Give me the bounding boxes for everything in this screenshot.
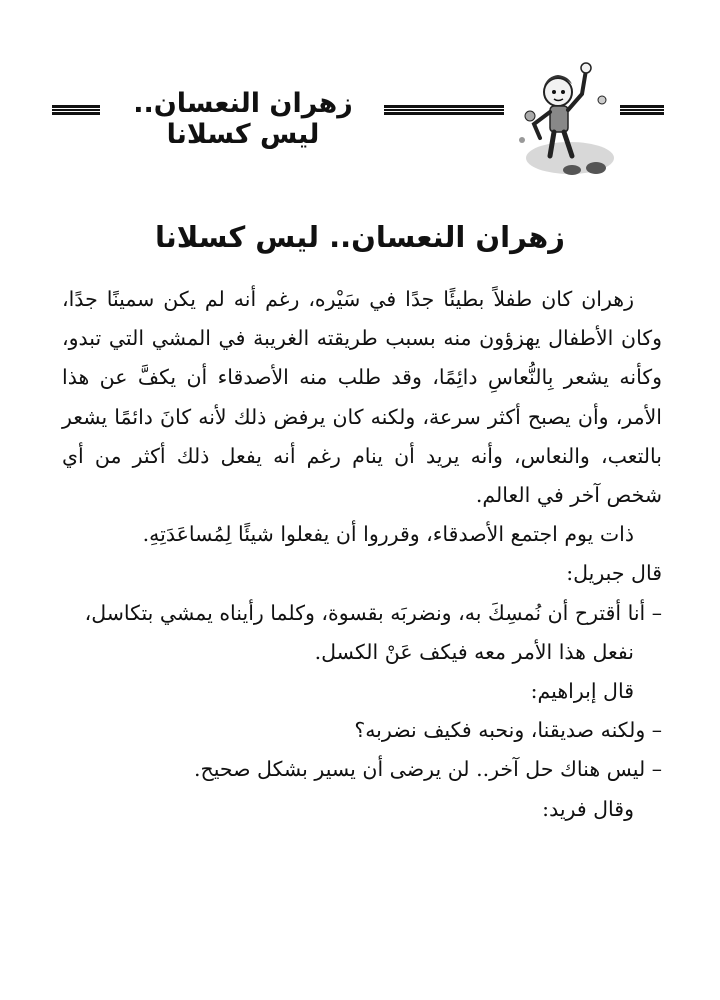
dialogue-line-4: قال إبراهيم: (530, 679, 634, 704)
paragraph-2: ذات يوم اجتمع الأصدقاء، وقرروا أن يفعلوا شيئًا لِمُساعَدَتِهِ. (142, 522, 634, 547)
decorative-rule-right (620, 104, 664, 118)
page-header (40, 60, 680, 180)
dialogue-line-1: قال جبريل: (566, 561, 662, 586)
story-text (62, 280, 662, 829)
dialogue-line-2: – أنا أقترح أن نُمسِكَ به، ونضربَه بقسوة، وكلما رأيناه يمشي بتكاسل، (84, 600, 662, 625)
page-title: زهران النعسان.. ليس كسلانا (155, 220, 565, 254)
boy-mascot-icon (510, 60, 616, 175)
dialogue-line-5: – ولكنه صديقنا، ونحبه فكيف نضربه؟ (354, 718, 662, 743)
dialogue-line-6: – ليس هناك حل آخر.. لن يرضى أن يسير بشكل صحيح. (193, 757, 662, 782)
header-title: زهران النعسان.. ليس كسلانا (133, 88, 353, 150)
dialogue-line-3: نفعل هذا الأمر معه فيكف عَنْ الكسل. (314, 639, 634, 664)
decorative-rule-middle (384, 104, 504, 118)
paragraph-1: زهران كان طفلاً بطيئًا جدًا في سَيْره، رغم أنه لم يكن سمينًا جدًا، وكان الأطفال يهزؤون منه بسبب طريقته الغريبة في المشي التي تبدو، وكأنه يشعر بِالنُّعاسِ دائِمًا، وقد طلب منه الأصدقاء أن يكفَّ عن هذا الأمر، وأن يصبح أكثر سرعة، ولكنه كان يرفض ذلك لأنه كانَ دائمًا يشعر بالتعب، والنعاس، وأنه يريد أن ينام رغم أنه يفعل ذلك أكثر من أي شخص آخر في العالم. (62, 287, 662, 508)
dialogue-line-7: وقال فريد: (542, 796, 634, 821)
decorative-rule-left (52, 104, 100, 118)
